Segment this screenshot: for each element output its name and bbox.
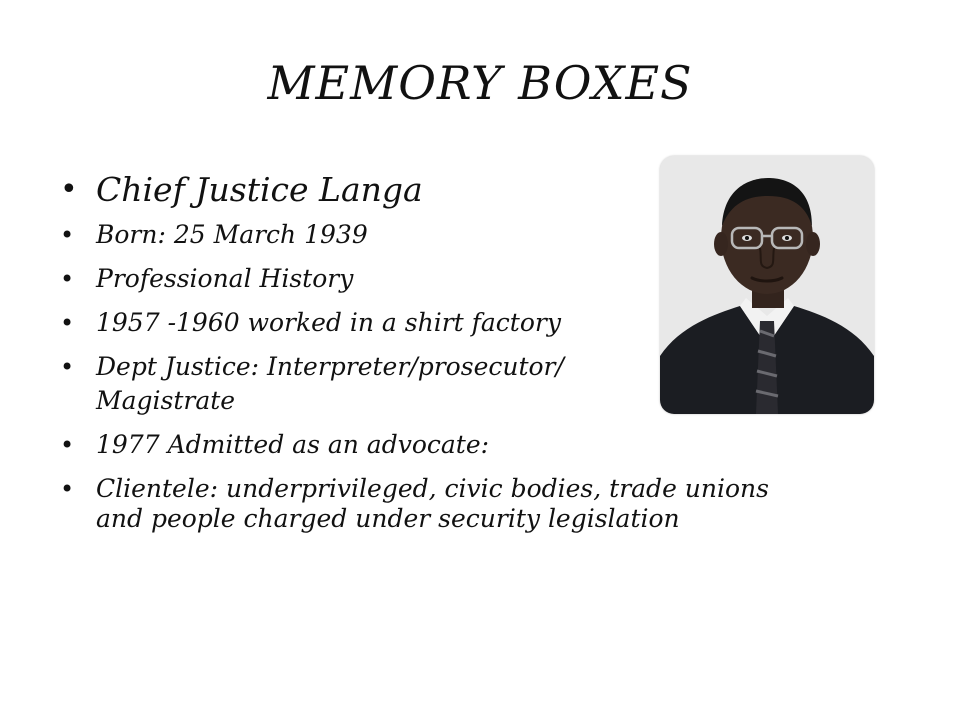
bullet-dot-icon: • [60,353,75,381]
bullet-text: 1957 -1960 worked in a shirt factory [96,308,561,337]
bullet-text: Chief Justice Langa [96,170,423,209]
bullet-text: 1977 Admitted as an advocate: [96,430,490,459]
bullet-text: Professional History [96,264,354,293]
bullet-dot-icon: • [60,221,75,249]
bullet-text: Dept Justice: Interpreter/prosecutor/ [96,352,564,381]
bullet-dot-icon: • [60,475,75,503]
bullet-dot-icon: • [60,309,75,337]
slide-title: MEMORY BOXES [267,56,693,110]
bullet-text: Clientele: underprivileged, civic bodies, trade unions and people charged under security legislation [96,474,769,533]
bullet-dot-icon: • [60,431,75,459]
bullet-dot-icon: • [60,172,78,207]
bullet-text: Magistrate [96,386,236,415]
portrait-illustration [660,156,874,414]
bullet-text: Born: 25 March 1939 [96,220,368,249]
bullet-item-clientele [60,474,816,534]
bullet-item-advocate [60,430,840,460]
portrait-photo [660,156,874,414]
bullet-dot-icon: • [60,265,75,293]
